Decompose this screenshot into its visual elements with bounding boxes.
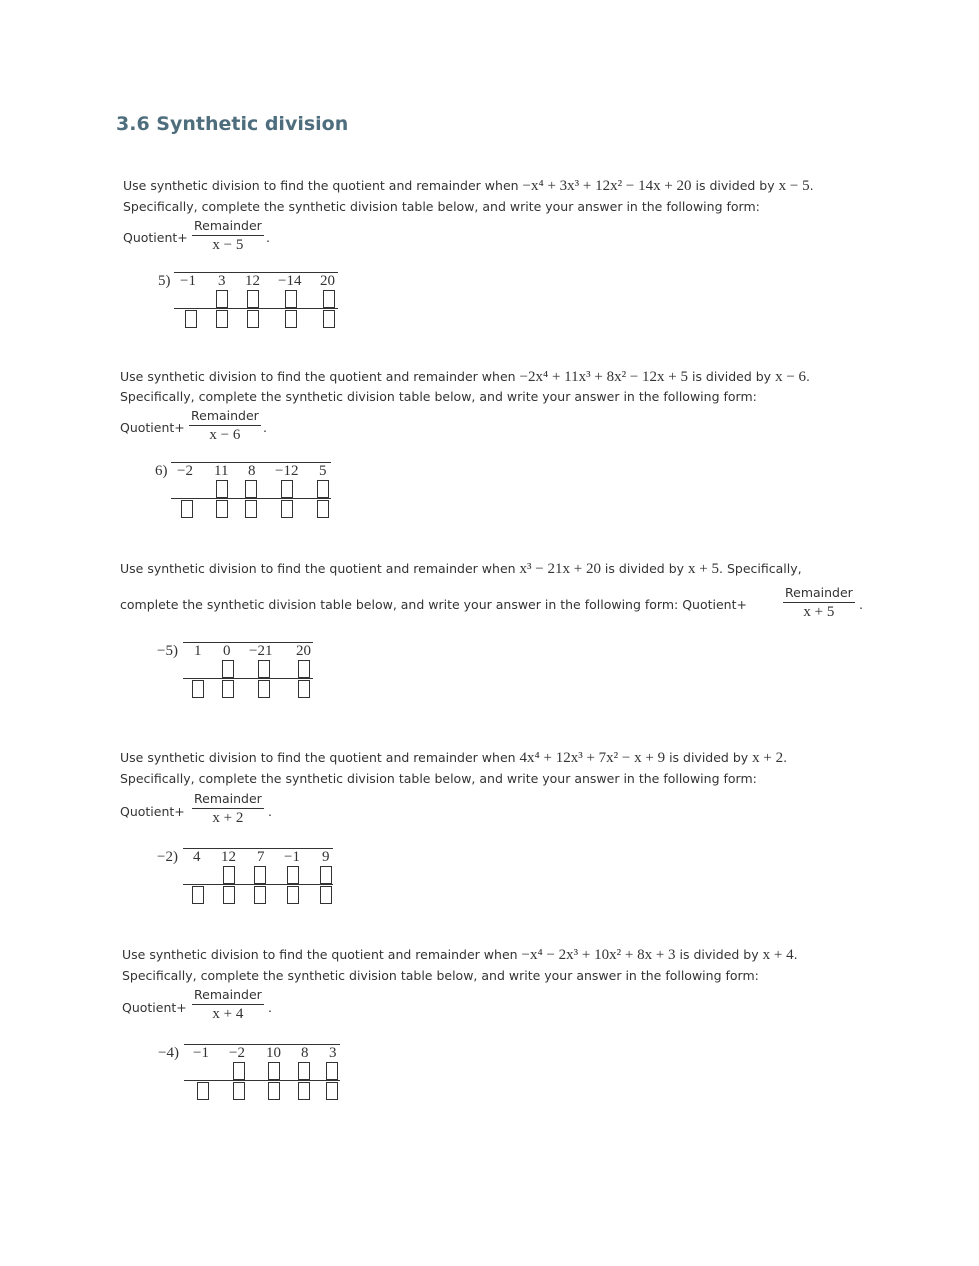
divisor-value: −4) <box>158 1045 179 1061</box>
bottom-row-input[interactable] <box>192 886 204 904</box>
bottom-row-input[interactable] <box>192 680 204 698</box>
intro-text: Use synthetic division to find the quotient and remainder when <box>122 947 522 962</box>
answer-form-fraction <box>783 585 855 621</box>
period: . <box>793 947 798 962</box>
coefficient: −1 <box>180 273 196 289</box>
remainder-input[interactable] <box>320 886 332 904</box>
quotient-label: Quotient+ <box>122 1000 187 1015</box>
divisor-denominator: x + 4 <box>212 1006 244 1022</box>
middle-row-input[interactable] <box>298 1062 310 1080</box>
bottom-row-input[interactable] <box>254 886 266 904</box>
divided-by-text: is divided by <box>665 750 753 765</box>
bottom-row-input[interactable] <box>197 1082 209 1100</box>
middle-row-input[interactable] <box>245 480 257 498</box>
divisor: x − 5 <box>778 178 810 194</box>
period: . <box>266 230 270 245</box>
remainder-label: Remainder <box>783 585 855 603</box>
coefficient: 20 <box>320 273 335 289</box>
problem-statement <box>120 369 810 386</box>
period: . <box>268 1000 272 1015</box>
bottom-row-input[interactable] <box>298 1082 310 1100</box>
middle-row-input[interactable] <box>281 480 293 498</box>
bottom-row-input[interactable] <box>281 500 293 518</box>
middle-row-input[interactable] <box>258 660 270 678</box>
coefficient: 20 <box>296 643 311 659</box>
answer-form-fraction <box>192 218 264 254</box>
coefficient: 8 <box>248 463 256 479</box>
bottom-row-input[interactable] <box>247 310 259 328</box>
bottom-row-input[interactable] <box>258 680 270 698</box>
middle-row-input[interactable] <box>317 480 329 498</box>
instructions: Specifically, complete the synthetic division table below, and write your answer in the following form: <box>120 771 757 786</box>
coefficient: 7 <box>257 849 265 865</box>
table-divider-line <box>171 498 331 499</box>
dividend: x³ − 21x + 20 <box>519 561 601 577</box>
table-divider-line <box>174 308 338 309</box>
remainder-label: Remainder <box>192 218 264 236</box>
middle-row-input[interactable] <box>285 290 297 308</box>
divisor-value: 6) <box>155 463 168 479</box>
period: . <box>806 369 811 384</box>
bottom-row-input[interactable] <box>285 310 297 328</box>
period: . <box>809 178 814 193</box>
coefficient: −2 <box>229 1045 245 1061</box>
instructions: Specifically, complete the synthetic division table below, and write your answer in the following form: <box>123 199 760 214</box>
instructions: complete the synthetic division table below, and write your answer in the following form: Quotient+ <box>120 597 747 612</box>
middle-row-input[interactable] <box>298 660 310 678</box>
table-divider-line <box>183 678 313 679</box>
bottom-row-input[interactable] <box>185 310 197 328</box>
section-title: 3.6 Synthetic division <box>116 113 349 135</box>
problem-statement <box>123 178 814 195</box>
table-top-line <box>183 642 313 643</box>
divided-by-text: is divided by <box>691 178 779 193</box>
middle-row-input[interactable] <box>323 290 335 308</box>
coefficient: 4 <box>193 849 201 865</box>
period: . <box>718 561 723 576</box>
divisor-denominator: x + 2 <box>212 810 244 826</box>
divisor: x − 6 <box>775 369 807 385</box>
remainder-label: Remainder <box>192 987 264 1005</box>
table-divider-line <box>184 1080 340 1081</box>
coefficient: 3 <box>218 273 226 289</box>
middle-row-input[interactable] <box>326 1062 338 1080</box>
bottom-row-input[interactable] <box>233 1082 245 1100</box>
intro-text: Use synthetic division to find the quotient and remainder when <box>123 178 523 193</box>
remainder-input[interactable] <box>298 680 310 698</box>
period: . <box>263 420 267 435</box>
coefficient: −1 <box>284 849 300 865</box>
answer-form-fraction <box>189 408 261 444</box>
coefficient: 5 <box>319 463 327 479</box>
problem-statement <box>120 561 802 578</box>
coefficient: −2 <box>177 463 193 479</box>
divisor-value: −5) <box>157 643 178 659</box>
bottom-row-input[interactable] <box>268 1082 280 1100</box>
dividend: 4x⁴ + 12x³ + 7x² − x + 9 <box>519 750 666 766</box>
quotient-label: Quotient+ <box>123 230 188 245</box>
coefficient: 12 <box>221 849 236 865</box>
divisor-denominator: x − 6 <box>209 427 241 443</box>
divisor: x + 4 <box>762 947 794 963</box>
middle-row-input[interactable] <box>233 1062 245 1080</box>
divided-by-text: is divided by <box>675 947 763 962</box>
remainder-input[interactable] <box>326 1082 338 1100</box>
coefficient: −1 <box>193 1045 209 1061</box>
middle-row-input[interactable] <box>247 290 259 308</box>
coefficient: 10 <box>266 1045 281 1061</box>
middle-row-input[interactable] <box>216 480 228 498</box>
bottom-row-input[interactable] <box>216 500 228 518</box>
intro-text: Use synthetic division to find the quotient and remainder when <box>120 369 520 384</box>
divided-by-text: is divided by <box>688 369 776 384</box>
answer-form-fraction <box>192 791 264 827</box>
bottom-row-input[interactable] <box>222 680 234 698</box>
specifically-text: Specifically, <box>726 561 802 576</box>
remainder-input[interactable] <box>323 310 335 328</box>
bottom-row-input[interactable] <box>245 500 257 518</box>
coefficient: −12 <box>275 463 299 479</box>
middle-row-input[interactable] <box>268 1062 280 1080</box>
coefficient: 1 <box>194 643 202 659</box>
quotient-label: Quotient+ <box>120 420 185 435</box>
coefficient: 11 <box>214 463 229 479</box>
coefficient: 3 <box>329 1045 337 1061</box>
coefficient: −21 <box>249 643 273 659</box>
intro-text: Use synthetic division to find the quotient and remainder when <box>120 750 520 765</box>
period: . <box>783 750 788 765</box>
middle-row-input[interactable] <box>254 866 266 884</box>
bottom-row-input[interactable] <box>216 310 228 328</box>
remainder-label: Remainder <box>192 791 264 809</box>
coefficient: 8 <box>301 1045 309 1061</box>
problem-statement <box>122 947 798 964</box>
dividend: −x⁴ + 3x³ + 12x² − 14x + 20 <box>522 178 692 194</box>
divided-by-text: is divided by <box>600 561 689 576</box>
dividend: −x⁴ − 2x³ + 10x² + 8x + 3 <box>521 947 676 963</box>
remainder-label: Remainder <box>189 408 261 426</box>
intro-text: Use synthetic division to find the quotient and remainder when <box>120 561 520 576</box>
bottom-row-input[interactable] <box>181 500 193 518</box>
dividend: −2x⁴ + 11x³ + 8x² − 12x + 5 <box>519 369 688 385</box>
divisor-value: 5) <box>158 273 171 289</box>
divisor: x + 5 <box>688 561 719 577</box>
divisor: x + 2 <box>752 750 784 766</box>
period: . <box>859 597 863 612</box>
middle-row-input[interactable] <box>287 866 299 884</box>
instructions: Specifically, complete the synthetic division table below, and write your answer in the following form: <box>120 389 757 404</box>
divisor-value: −2) <box>157 849 178 865</box>
coefficient: 12 <box>245 273 260 289</box>
middle-row-input[interactable] <box>222 660 234 678</box>
divisor-denominator: x + 5 <box>803 604 835 620</box>
middle-row-input[interactable] <box>223 866 235 884</box>
middle-row-input[interactable] <box>320 866 332 884</box>
remainder-input[interactable] <box>317 500 329 518</box>
coefficient: −14 <box>278 273 302 289</box>
table-divider-line <box>183 884 333 885</box>
instructions: Specifically, complete the synthetic division table below, and write your answer in the following form: <box>122 968 759 983</box>
bottom-row-input[interactable] <box>287 886 299 904</box>
answer-form-fraction <box>192 987 264 1023</box>
coefficient: 9 <box>322 849 330 865</box>
period: . <box>268 804 272 819</box>
coefficient: 0 <box>223 643 231 659</box>
divisor-denominator: x − 5 <box>212 237 244 253</box>
problem-statement <box>120 750 787 767</box>
middle-row-input[interactable] <box>216 290 228 308</box>
quotient-label: Quotient+ <box>120 804 185 819</box>
bottom-row-input[interactable] <box>223 886 235 904</box>
